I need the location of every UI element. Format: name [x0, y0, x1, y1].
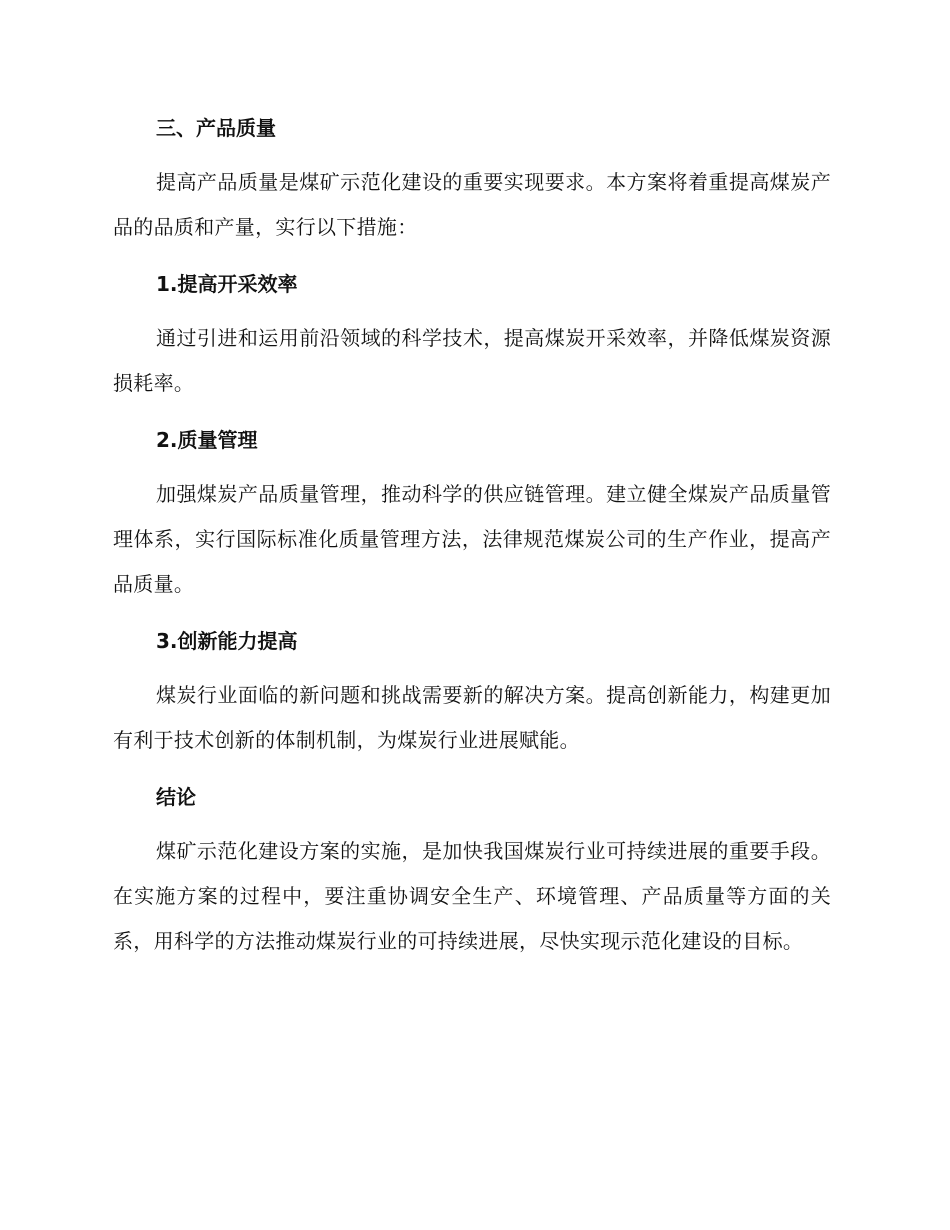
- item-paragraph-2: 加强煤炭产品质量管理，推动科学的供应链管理。建立健全煤炭产品质量管理体系，实行国际标准化质量管理方法，法律规范煤炭公司的生产作业，提高产品质量。: [113, 482, 831, 596]
- item-heading-3: 3.创新能力提高: [156, 629, 298, 653]
- conclusion-paragraph: 煤矿示范化建设方案的实施，是加快我国煤炭行业可持续进展的重要手段。在实施方案的过程中，要注重协调安全生产、环境管理、产品质量等方面的关系，用科学的方法推动煤炭行业的可持续进展，尽快实现示范化建设的目标。: [113, 839, 831, 953]
- item-heading-1: 1.提高开采效率: [156, 272, 298, 296]
- intro-paragraph: 提高产品质量是煤矿示范化建设的重要实现要求。本方案将着重提高煤炭产品的品质和产量，实行以下措施：: [113, 170, 831, 239]
- conclusion-heading: 结论: [156, 785, 196, 809]
- document-body: [113, 110, 831, 964]
- item-heading-2: 2.质量管理: [156, 428, 258, 452]
- item-paragraph-1: 通过引进和运用前沿领域的科学技术，提高煤炭开采效率，并降低煤炭资源损耗率。: [113, 326, 831, 395]
- item-paragraph-3: 煤炭行业面临的新问题和挑战需要新的解决方案。提高创新能力，构建更加有利于技术创新的体制机制，为煤炭行业进展赋能。: [113, 683, 831, 752]
- section-heading: 三、产品质量: [156, 116, 276, 140]
